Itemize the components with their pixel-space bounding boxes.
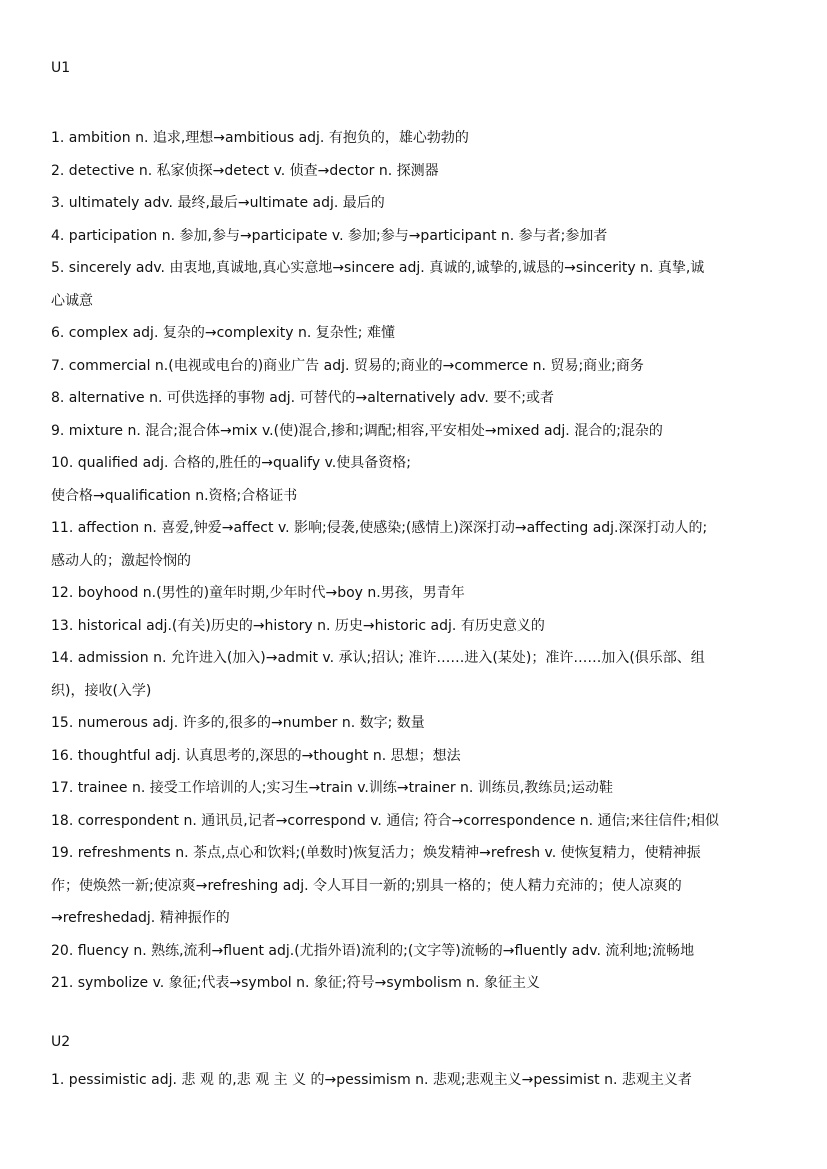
vocab-line: 2. detective n. 私家侦探→detect v. 侦查→dector n. 探测器 — [51, 162, 439, 179]
document-page — [51, 0, 781, 1096]
vocab-line: →refreshedadj. 精神振作的 — [51, 910, 230, 926]
unit-2-heading: U2 — [51, 1033, 71, 1050]
vocab-line: 1. ambition n. 追求,理想→ambitious adj. 有抱负的，雄心勃勃的 — [51, 130, 469, 146]
vocab-line: 心诚意 — [51, 292, 93, 309]
vocab-line: 12. boyhood n.(男性的)童年时期,少年时代→boy n.男孩，男青年 — [51, 585, 465, 601]
vocab-line: 3. ultimately adv. 最终,最后→ultimate adj. 最后的 — [51, 195, 385, 211]
vocab-line: 7. commercial n.(电视或电台的)商业广告 adj. 贸易的;商业的→commerce n. 贸易;商业;商务 — [51, 357, 644, 374]
vocab-line: 4. participation n. 参加,参与→participate v. 参加;参与→participant n. 参与者;参加者 — [51, 227, 608, 244]
vocab-line: 16. thoughtful adj. 认真思考的,深思的→thought n. 思想；想法 — [51, 747, 461, 764]
vocab-line: 感动人的；激起怜悯的 — [51, 552, 191, 569]
vocab-line: 11. affection n. 喜爱,钟爱→affect v. 影响;侵袭,使感染;(感情上)深深打动→affecting adj.深深打动人的; — [51, 520, 708, 536]
vocab-line: 18. correspondent n. 通讯员,记者→correspond v. 通信; 符合→correspondence n. 通信;来往信件;相似 — [51, 812, 720, 829]
vocab-line: 织)，接收(入学) — [51, 682, 152, 699]
vocab-line: 10. qualified adj. 合格的,胜任的→qualify v.使具备资格; — [51, 455, 411, 471]
vocab-line: 使合格→qualification n.资格;合格证书 — [51, 487, 298, 504]
vocab-line: 19. refreshments n. 茶点,点心和饮料;(单数时)恢复活力；焕发精神→refresh v. 使恢复精力，使精神振 — [51, 845, 701, 861]
vocab-line: 15. numerous adj. 许多的,很多的→number n. 数字; 数量 — [51, 715, 425, 731]
vocab-line: 13. historical adj.(有关)历史的→history n. 历史→historic adj. 有历史意义的 — [51, 617, 545, 634]
vocab-line: 14. admission n. 允许进入(加入)→admit v. 承认;招认; 准许……进入(某处)；准许……加入(俱乐部、组 — [51, 650, 705, 666]
vocab-line: 21. symbolize v. 象征;代表→symbol n. 象征;符号→symbolism n. 象征主义 — [51, 975, 540, 991]
vocab-line: 20. fluency n. 熟练,流利→fluent adj.(尤指外语)流利的;(文字等)流畅的→fluently adv. 流利地;流畅地 — [51, 942, 695, 959]
vocab-line: 6. complex adj. 复杂的→complexity n. 复杂性; 难懂 — [51, 325, 395, 341]
unit-2-vocabulary-list — [51, 1064, 781, 1097]
vocab-line: 5. sincerely adv. 由衷地,真诚地,真心实意地→sincere adj. 真诚的,诚挚的,诚恳的→sincerity n. 真挚,诚 — [51, 260, 705, 276]
vocab-line: 17. trainee n. 接受工作培训的人;实习生→train v.训练→trainer n. 训练员,教练员;运动鞋 — [51, 780, 613, 796]
vocab-line: 1. pessimistic adj. 悲 观 的,悲 观 主 义 的→pessimism n. 悲观;悲观主义→pessimist n. 悲观主义者 — [51, 1071, 692, 1088]
vocab-line: 8. alternative n. 可供选择的事物 adj. 可替代的→alternatively adv. 要不;或者 — [51, 390, 554, 406]
unit-1-vocabulary-list — [51, 122, 781, 1000]
unit-1-heading: U1 — [51, 60, 71, 76]
vocab-line: 作；使焕然一新;使凉爽→refreshing adj. 令人耳目一新的;别具一格的；使人精力充沛的；使人凉爽的 — [51, 877, 682, 894]
vocab-line: 9. mixture n. 混合;混合体→mix v.(使)混合,掺和;调配;相容,平安相处→mixed adj. 混合的;混杂的 — [51, 422, 663, 439]
